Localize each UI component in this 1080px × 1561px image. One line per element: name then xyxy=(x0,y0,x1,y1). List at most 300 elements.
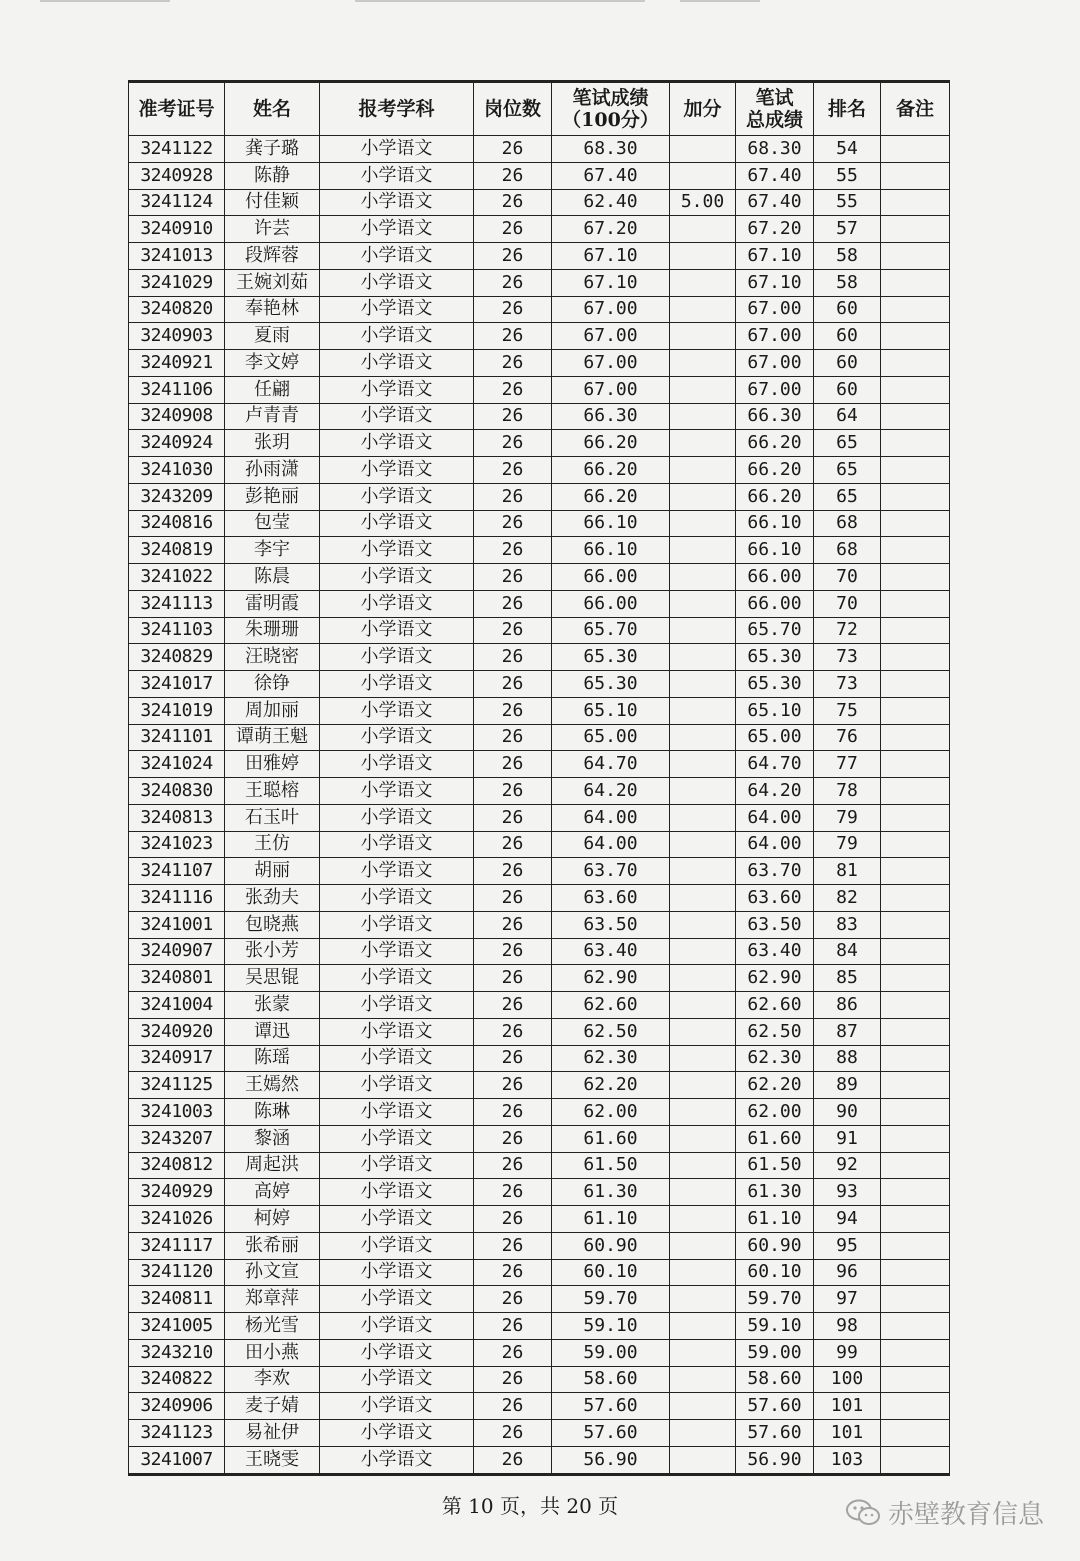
table-row xyxy=(129,564,950,591)
cell-bonus xyxy=(670,510,736,537)
cell-rank: 70 xyxy=(814,564,881,591)
cell-total-score: 66.10 xyxy=(736,510,814,537)
cell-remarks xyxy=(881,938,950,965)
cell-bonus xyxy=(670,296,736,323)
cell-positions: 26 xyxy=(474,590,552,617)
cell-subject: 小学语文 xyxy=(320,590,474,617)
cell-bonus xyxy=(670,1339,736,1366)
cell-name: 徐铮 xyxy=(225,671,320,698)
cell-rank: 101 xyxy=(814,1420,881,1447)
cell-written-score: 66.10 xyxy=(552,510,670,537)
cell-positions: 26 xyxy=(474,1099,552,1126)
cell-remarks xyxy=(881,1259,950,1286)
cell-positions: 26 xyxy=(474,1125,552,1152)
table-row xyxy=(129,376,950,403)
cell-positions: 26 xyxy=(474,1446,552,1474)
cell-positions: 26 xyxy=(474,162,552,189)
table-row xyxy=(129,136,950,163)
cell-bonus xyxy=(670,1125,736,1152)
cell-rank: 76 xyxy=(814,724,881,751)
cell-bonus xyxy=(670,885,736,912)
cell-written-score: 66.00 xyxy=(552,590,670,617)
cell-rank: 57 xyxy=(814,216,881,243)
table-row xyxy=(129,1045,950,1072)
table-row xyxy=(129,1286,950,1313)
cell-total-score: 56.90 xyxy=(736,1446,814,1474)
cell-rank: 64 xyxy=(814,403,881,430)
cell-written-score: 62.00 xyxy=(552,1099,670,1126)
cell-total-score: 63.70 xyxy=(736,858,814,885)
table-row xyxy=(129,671,950,698)
cell-name: 包莹 xyxy=(225,510,320,537)
cell-written-score: 60.90 xyxy=(552,1232,670,1259)
cell-subject: 小学语文 xyxy=(320,1393,474,1420)
cell-written-score: 67.10 xyxy=(552,269,670,296)
table-row xyxy=(129,323,950,350)
cell-positions: 26 xyxy=(474,269,552,296)
cell-subject: 小学语文 xyxy=(320,858,474,885)
table-row xyxy=(129,1366,950,1393)
cell-rank: 98 xyxy=(814,1313,881,1340)
cell-remarks xyxy=(881,510,950,537)
cell-total-score: 62.60 xyxy=(736,992,814,1019)
cell-total-score: 64.00 xyxy=(736,804,814,831)
watermark-text: 赤壁教育信息 xyxy=(887,1500,1044,1530)
cell-rank: 97 xyxy=(814,1286,881,1313)
cell-subject: 小学语文 xyxy=(320,804,474,831)
cell-exam-id: 3241026 xyxy=(129,1206,225,1233)
cell-written-score: 66.10 xyxy=(552,537,670,564)
table-row xyxy=(129,1446,950,1474)
cell-written-score: 67.20 xyxy=(552,216,670,243)
cell-rank: 88 xyxy=(814,1045,881,1072)
cell-subject: 小学语文 xyxy=(320,1072,474,1099)
cell-remarks xyxy=(881,1045,950,1072)
cell-positions: 26 xyxy=(474,858,552,885)
cell-written-score: 66.20 xyxy=(552,457,670,484)
cell-bonus xyxy=(670,136,736,163)
cell-rank: 68 xyxy=(814,537,881,564)
table-row xyxy=(129,1018,950,1045)
cell-exam-id: 3241107 xyxy=(129,858,225,885)
cell-name: 张希丽 xyxy=(225,1232,320,1259)
cell-written-score: 60.10 xyxy=(552,1259,670,1286)
cell-name: 任翩 xyxy=(225,376,320,403)
table-row xyxy=(129,1125,950,1152)
table-row xyxy=(129,992,950,1019)
cell-bonus xyxy=(670,1420,736,1447)
table-row xyxy=(129,938,950,965)
cell-remarks xyxy=(881,724,950,751)
cell-exam-id: 3240907 xyxy=(129,938,225,965)
cell-total-score: 67.00 xyxy=(736,350,814,377)
cell-written-score: 67.40 xyxy=(552,162,670,189)
cell-subject: 小学语文 xyxy=(320,350,474,377)
cell-remarks xyxy=(881,537,950,564)
cell-subject: 小学语文 xyxy=(320,1286,474,1313)
cell-written-score: 65.30 xyxy=(552,671,670,698)
cell-subject: 小学语文 xyxy=(320,510,474,537)
cell-total-score: 64.20 xyxy=(736,778,814,805)
table-row xyxy=(129,831,950,858)
cell-name: 周加丽 xyxy=(225,697,320,724)
cell-total-score: 66.00 xyxy=(736,590,814,617)
table-row xyxy=(129,403,950,430)
cell-subject: 小学语文 xyxy=(320,697,474,724)
table-row xyxy=(129,1232,950,1259)
cell-subject: 小学语文 xyxy=(320,617,474,644)
cell-rank: 77 xyxy=(814,751,881,778)
cell-written-score: 67.00 xyxy=(552,350,670,377)
cell-exam-id: 3241125 xyxy=(129,1072,225,1099)
cell-subject: 小学语文 xyxy=(320,1420,474,1447)
table-row xyxy=(129,189,950,216)
cell-bonus xyxy=(670,831,736,858)
cell-name: 陈晨 xyxy=(225,564,320,591)
cell-written-score: 63.60 xyxy=(552,885,670,912)
cell-written-score: 57.60 xyxy=(552,1420,670,1447)
cell-rank: 99 xyxy=(814,1339,881,1366)
cell-name: 易祉伊 xyxy=(225,1420,320,1447)
header-bonus: 加分 xyxy=(670,82,736,136)
cell-remarks xyxy=(881,671,950,698)
cell-remarks xyxy=(881,1179,950,1206)
cell-total-score: 68.30 xyxy=(736,136,814,163)
cell-total-score: 63.60 xyxy=(736,885,814,912)
cell-positions: 26 xyxy=(474,1179,552,1206)
cell-positions: 26 xyxy=(474,697,552,724)
cell-total-score: 67.10 xyxy=(736,269,814,296)
table-row xyxy=(129,885,950,912)
cell-remarks xyxy=(881,216,950,243)
cell-rank: 54 xyxy=(814,136,881,163)
cell-name: 周起洪 xyxy=(225,1152,320,1179)
cell-bonus xyxy=(670,911,736,938)
cell-exam-id: 3240820 xyxy=(129,296,225,323)
cell-exam-id: 3241113 xyxy=(129,590,225,617)
cell-total-score: 66.10 xyxy=(736,537,814,564)
cell-positions: 26 xyxy=(474,430,552,457)
cell-exam-id: 3241005 xyxy=(129,1313,225,1340)
table-row xyxy=(129,510,950,537)
score-table xyxy=(128,80,950,1476)
cell-exam-id: 3240910 xyxy=(129,216,225,243)
cell-total-score: 60.90 xyxy=(736,1232,814,1259)
header-subject: 报考学科 xyxy=(320,82,474,136)
page-edge-mark xyxy=(680,0,760,2)
cell-rank: 95 xyxy=(814,1232,881,1259)
cell-bonus xyxy=(670,1313,736,1340)
cell-exam-id: 3241117 xyxy=(129,1232,225,1259)
cell-total-score: 62.30 xyxy=(736,1045,814,1072)
cell-subject: 小学语文 xyxy=(320,671,474,698)
cell-total-score: 67.20 xyxy=(736,216,814,243)
cell-remarks xyxy=(881,1018,950,1045)
header-name: 姓名 xyxy=(225,82,320,136)
cell-name: 谭萌王魁 xyxy=(225,724,320,751)
cell-name: 王仿 xyxy=(225,831,320,858)
cell-remarks xyxy=(881,1099,950,1126)
cell-positions: 26 xyxy=(474,1339,552,1366)
cell-bonus xyxy=(670,269,736,296)
cell-rank: 72 xyxy=(814,617,881,644)
table-row xyxy=(129,965,950,992)
cell-total-score: 61.30 xyxy=(736,1179,814,1206)
cell-subject: 小学语文 xyxy=(320,1446,474,1474)
cell-positions: 26 xyxy=(474,1313,552,1340)
table-row xyxy=(129,1179,950,1206)
cell-exam-id: 3241023 xyxy=(129,831,225,858)
cell-exam-id: 3240921 xyxy=(129,350,225,377)
cell-exam-id: 3240812 xyxy=(129,1152,225,1179)
cell-name: 柯婷 xyxy=(225,1206,320,1233)
cell-remarks xyxy=(881,1206,950,1233)
cell-exam-id: 3241001 xyxy=(129,911,225,938)
cell-bonus xyxy=(670,644,736,671)
cell-name: 石玉叶 xyxy=(225,804,320,831)
cell-remarks xyxy=(881,1152,950,1179)
cell-total-score: 67.40 xyxy=(736,162,814,189)
cell-rank: 58 xyxy=(814,269,881,296)
cell-rank: 94 xyxy=(814,1206,881,1233)
cell-bonus xyxy=(670,938,736,965)
cell-bonus: 5.00 xyxy=(670,189,736,216)
cell-bonus xyxy=(670,858,736,885)
cell-positions: 26 xyxy=(474,911,552,938)
header-written-score-line1: 笔试成绩 xyxy=(572,87,649,109)
cell-written-score: 67.10 xyxy=(552,243,670,270)
cell-written-score: 67.00 xyxy=(552,376,670,403)
cell-subject: 小学语文 xyxy=(320,831,474,858)
cell-bonus xyxy=(670,243,736,270)
cell-rank: 65 xyxy=(814,430,881,457)
cell-remarks xyxy=(881,697,950,724)
cell-written-score: 65.30 xyxy=(552,644,670,671)
cell-name: 王晓雯 xyxy=(225,1446,320,1474)
cell-positions: 26 xyxy=(474,457,552,484)
cell-subject: 小学语文 xyxy=(320,457,474,484)
cell-exam-id: 3241003 xyxy=(129,1099,225,1126)
cell-exam-id: 3240830 xyxy=(129,778,225,805)
cell-name: 陈静 xyxy=(225,162,320,189)
cell-positions: 26 xyxy=(474,1045,552,1072)
cell-subject: 小学语文 xyxy=(320,1232,474,1259)
cell-remarks xyxy=(881,162,950,189)
cell-exam-id: 3241004 xyxy=(129,992,225,1019)
cell-positions: 26 xyxy=(474,617,552,644)
cell-exam-id: 3240929 xyxy=(129,1179,225,1206)
cell-written-score: 61.10 xyxy=(552,1206,670,1233)
cell-rank: 81 xyxy=(814,858,881,885)
cell-total-score: 65.00 xyxy=(736,724,814,751)
cell-written-score: 63.40 xyxy=(552,938,670,965)
cell-rank: 60 xyxy=(814,296,881,323)
table-row xyxy=(129,1152,950,1179)
cell-positions: 26 xyxy=(474,1286,552,1313)
cell-subject: 小学语文 xyxy=(320,216,474,243)
cell-total-score: 63.50 xyxy=(736,911,814,938)
cell-exam-id: 3243207 xyxy=(129,1125,225,1152)
cell-rank: 65 xyxy=(814,457,881,484)
cell-rank: 101 xyxy=(814,1393,881,1420)
cell-total-score: 66.20 xyxy=(736,483,814,510)
cell-bonus xyxy=(670,751,736,778)
table-row xyxy=(129,216,950,243)
cell-subject: 小学语文 xyxy=(320,1099,474,1126)
cell-positions: 26 xyxy=(474,376,552,403)
cell-total-score: 65.70 xyxy=(736,617,814,644)
cell-name: 王婉刘茹 xyxy=(225,269,320,296)
cell-name: 奉艳林 xyxy=(225,296,320,323)
cell-subject: 小学语文 xyxy=(320,296,474,323)
cell-remarks xyxy=(881,1286,950,1313)
cell-total-score: 67.00 xyxy=(736,323,814,350)
cell-exam-id: 3241106 xyxy=(129,376,225,403)
cell-bonus xyxy=(670,1259,736,1286)
cell-total-score: 65.30 xyxy=(736,671,814,698)
cell-remarks xyxy=(881,831,950,858)
cell-name: 张玥 xyxy=(225,430,320,457)
cell-bonus xyxy=(670,350,736,377)
cell-written-score: 65.10 xyxy=(552,697,670,724)
cell-rank: 84 xyxy=(814,938,881,965)
cell-name: 麦子婧 xyxy=(225,1393,320,1420)
cell-subject: 小学语文 xyxy=(320,564,474,591)
cell-written-score: 66.20 xyxy=(552,430,670,457)
cell-written-score: 66.20 xyxy=(552,483,670,510)
cell-written-score: 61.50 xyxy=(552,1152,670,1179)
cell-subject: 小学语文 xyxy=(320,1366,474,1393)
cell-exam-id: 3240822 xyxy=(129,1366,225,1393)
cell-positions: 26 xyxy=(474,537,552,564)
cell-remarks xyxy=(881,243,950,270)
cell-remarks xyxy=(881,296,950,323)
cell-bonus xyxy=(670,1018,736,1045)
table-row xyxy=(129,590,950,617)
cell-total-score: 66.30 xyxy=(736,403,814,430)
table-row xyxy=(129,243,950,270)
page-footer: 第 10 页，共 20 页 xyxy=(441,1494,619,1518)
cell-name: 彭艳丽 xyxy=(225,483,320,510)
cell-exam-id: 3243210 xyxy=(129,1339,225,1366)
cell-remarks xyxy=(881,403,950,430)
cell-total-score: 59.10 xyxy=(736,1313,814,1340)
cell-bonus xyxy=(670,376,736,403)
cell-subject: 小学语文 xyxy=(320,1018,474,1045)
cell-name: 李宇 xyxy=(225,537,320,564)
cell-exam-id: 3240906 xyxy=(129,1393,225,1420)
cell-subject: 小学语文 xyxy=(320,992,474,1019)
cell-rank: 60 xyxy=(814,350,881,377)
cell-bonus xyxy=(670,1366,736,1393)
page-edge-mark xyxy=(40,0,170,2)
cell-positions: 26 xyxy=(474,671,552,698)
cell-positions: 26 xyxy=(474,136,552,163)
cell-subject: 小学语文 xyxy=(320,778,474,805)
table-row xyxy=(129,483,950,510)
cell-remarks xyxy=(881,189,950,216)
cell-total-score: 66.20 xyxy=(736,430,814,457)
header-total-line1: 笔试 xyxy=(755,87,794,109)
cell-name: 吴思锟 xyxy=(225,965,320,992)
cell-name: 朱珊珊 xyxy=(225,617,320,644)
page-edge-mark xyxy=(355,0,645,2)
cell-written-score: 67.00 xyxy=(552,323,670,350)
cell-total-score: 67.00 xyxy=(736,376,814,403)
cell-total-score: 59.00 xyxy=(736,1339,814,1366)
cell-total-score: 62.20 xyxy=(736,1072,814,1099)
cell-exam-id: 3240819 xyxy=(129,537,225,564)
cell-subject: 小学语文 xyxy=(320,751,474,778)
cell-written-score: 66.30 xyxy=(552,403,670,430)
cell-positions: 26 xyxy=(474,778,552,805)
table-row xyxy=(129,537,950,564)
cell-total-score: 57.60 xyxy=(736,1393,814,1420)
cell-subject: 小学语文 xyxy=(320,644,474,671)
cell-name: 付佳颖 xyxy=(225,189,320,216)
cell-positions: 26 xyxy=(474,644,552,671)
cell-total-score: 65.10 xyxy=(736,697,814,724)
cell-name: 田小燕 xyxy=(225,1339,320,1366)
cell-name: 李欢 xyxy=(225,1366,320,1393)
table-row xyxy=(129,778,950,805)
cell-remarks xyxy=(881,1313,950,1340)
cell-subject: 小学语文 xyxy=(320,1179,474,1206)
cell-written-score: 68.30 xyxy=(552,136,670,163)
cell-exam-id: 3240928 xyxy=(129,162,225,189)
cell-total-score: 58.60 xyxy=(736,1366,814,1393)
cell-exam-id: 3240813 xyxy=(129,804,225,831)
table-row xyxy=(129,296,950,323)
cell-name: 雷明霞 xyxy=(225,590,320,617)
cell-subject: 小学语文 xyxy=(320,1339,474,1366)
cell-bonus xyxy=(670,162,736,189)
cell-name: 陈琳 xyxy=(225,1099,320,1126)
cell-bonus xyxy=(670,804,736,831)
cell-bonus xyxy=(670,323,736,350)
cell-exam-id: 3241030 xyxy=(129,457,225,484)
cell-name: 谭迅 xyxy=(225,1018,320,1045)
cell-rank: 73 xyxy=(814,671,881,698)
cell-subject: 小学语文 xyxy=(320,136,474,163)
cell-positions: 26 xyxy=(474,350,552,377)
cell-name: 龚子璐 xyxy=(225,136,320,163)
cell-written-score: 62.20 xyxy=(552,1072,670,1099)
cell-bonus xyxy=(670,1072,736,1099)
table-row xyxy=(129,804,950,831)
cell-written-score: 64.00 xyxy=(552,804,670,831)
cell-subject: 小学语文 xyxy=(320,938,474,965)
cell-positions: 26 xyxy=(474,831,552,858)
wechat-icon xyxy=(846,1499,880,1527)
cell-remarks xyxy=(881,350,950,377)
cell-rank: 58 xyxy=(814,243,881,270)
cell-bonus xyxy=(670,724,736,751)
cell-exam-id: 3240917 xyxy=(129,1045,225,1072)
cell-written-score: 67.00 xyxy=(552,296,670,323)
cell-name: 王聪榕 xyxy=(225,778,320,805)
header-written-score xyxy=(552,82,670,136)
cell-bonus xyxy=(670,216,736,243)
cell-total-score: 63.40 xyxy=(736,938,814,965)
cell-positions: 26 xyxy=(474,1366,552,1393)
cell-rank: 92 xyxy=(814,1152,881,1179)
cell-written-score: 64.20 xyxy=(552,778,670,805)
cell-positions: 26 xyxy=(474,296,552,323)
cell-bonus xyxy=(670,617,736,644)
cell-subject: 小学语文 xyxy=(320,965,474,992)
cell-rank: 55 xyxy=(814,189,881,216)
